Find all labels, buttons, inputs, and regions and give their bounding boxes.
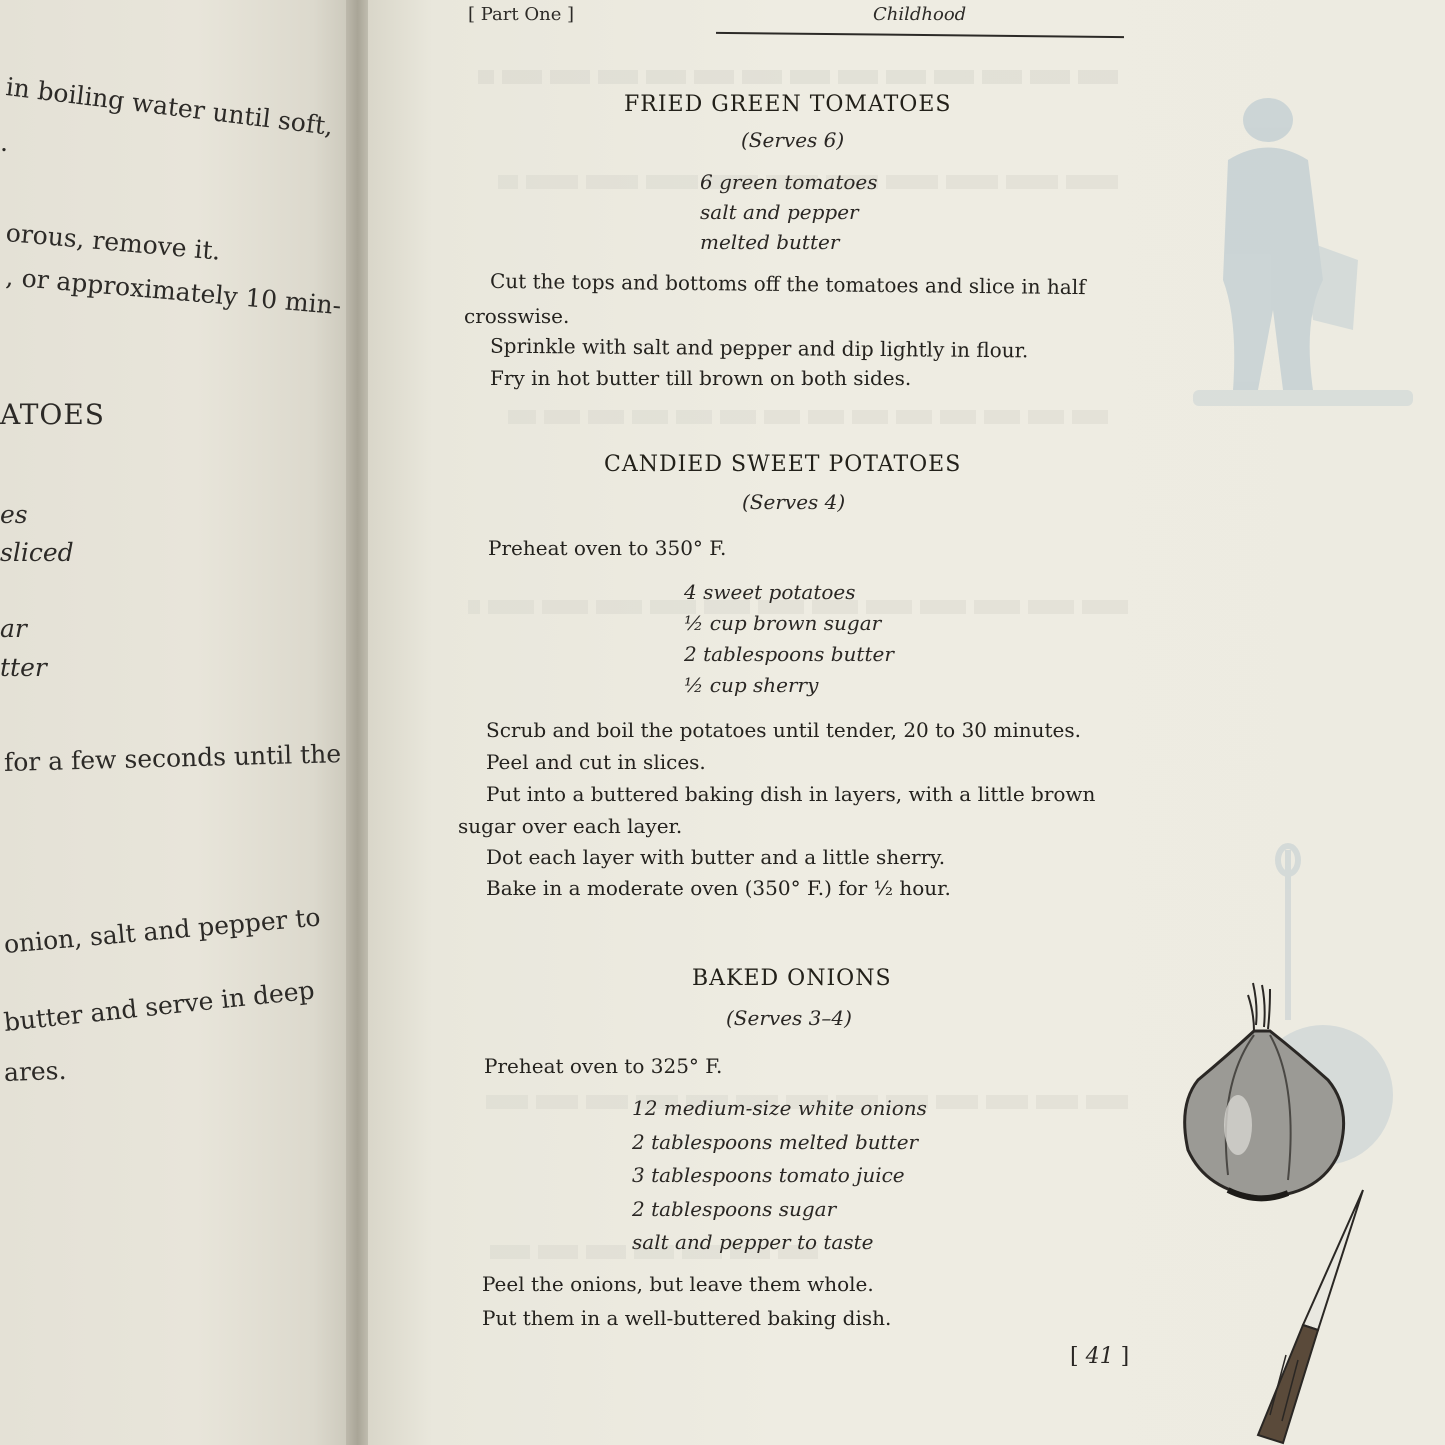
recipe-step: Put into a buttered baking dish in layers, with a little brown bbox=[486, 782, 1096, 806]
left-text-line: in boiling water until soft, bbox=[4, 72, 335, 142]
recipe-title: BAKED ONIONS bbox=[692, 966, 892, 991]
running-head-part: [ Part One ] bbox=[468, 4, 575, 25]
recipe-step: Dot each layer with butter and a little sherry. bbox=[486, 845, 946, 869]
running-head-chapter: Childhood bbox=[873, 4, 967, 25]
recipe-step: Peel the onions, but leave them whole. bbox=[482, 1272, 874, 1296]
onion-icon bbox=[1185, 983, 1344, 1198]
page-number bbox=[1070, 1344, 1129, 1369]
ingredient-line: 4 sweet potatoes bbox=[684, 580, 856, 604]
onion-and-knife-illustration bbox=[1158, 975, 1378, 1445]
ingredient-line: 2 tablespoons melted butter bbox=[632, 1130, 919, 1154]
knife-icon bbox=[1258, 1190, 1363, 1443]
ingredient-line: melted butter bbox=[700, 230, 840, 254]
left-text-line: sliced bbox=[0, 538, 74, 567]
recipe-title: FRIED GREEN TOMATOES bbox=[624, 92, 952, 117]
ingredient-line: ½ cup sherry bbox=[684, 673, 819, 697]
page-number-bracket: ] bbox=[1120, 1344, 1130, 1369]
ingredient-line: 3 tablespoons tomato juice bbox=[632, 1163, 905, 1187]
left-text-line: ares. bbox=[3, 1055, 67, 1087]
left-text-line: butter and serve in deep bbox=[2, 975, 316, 1037]
recipe-serves: (Serves 4) bbox=[742, 490, 846, 514]
recipe-step: Put them in a well-buttered baking dish. bbox=[482, 1306, 892, 1330]
recipe-step: Peel and cut in slices. bbox=[486, 750, 706, 774]
right-page bbox=[368, 0, 1445, 1445]
page-number-bracket: [ bbox=[1070, 1344, 1079, 1369]
recipe-step: crosswise. bbox=[464, 304, 570, 328]
recipe-preheat: Preheat oven to 350° F. bbox=[488, 536, 727, 560]
header-rule bbox=[716, 32, 1124, 38]
left-text-line: for a few seconds until the bbox=[3, 739, 342, 777]
ingredient-line: salt and pepper to taste bbox=[632, 1230, 874, 1254]
left-text-line: tter bbox=[0, 653, 47, 682]
left-text-line: , or approximately 10 min- bbox=[4, 262, 343, 321]
ghost-figure-illustration bbox=[1183, 90, 1423, 440]
ingredient-line: 2 tablespoons butter bbox=[684, 642, 894, 666]
left-text-line: onion, salt and pepper to bbox=[2, 902, 322, 959]
left-text-line: es bbox=[0, 500, 28, 529]
recipe-step: Scrub and boil the potatoes until tender, 20 to 30 minutes. bbox=[486, 718, 1081, 742]
bleed-through-text bbox=[478, 70, 1118, 84]
recipe-step: Sprinkle with salt and pepper and dip lightly in flour. bbox=[489, 333, 1029, 363]
ingredient-line: 6 green tomatoes bbox=[700, 170, 878, 194]
page-number-value: 41 bbox=[1085, 1344, 1114, 1369]
bleed-through-text bbox=[508, 410, 1108, 424]
recipe-preheat: Preheat oven to 325° F. bbox=[484, 1054, 723, 1078]
left-text-line: . bbox=[0, 128, 8, 157]
recipe-step: sugar over each layer. bbox=[458, 814, 683, 838]
left-page bbox=[0, 0, 356, 1445]
recipe-step: Bake in a moderate oven (350° F.) for ½ hour. bbox=[486, 876, 951, 900]
recipe-step: Cut the tops and bottoms off the tomatoes and slice in half bbox=[489, 268, 1086, 300]
ingredient-line: ½ cup brown sugar bbox=[684, 611, 882, 635]
ingredient-line: 12 medium-size white onions bbox=[632, 1096, 927, 1120]
left-heading: ATOES bbox=[0, 398, 105, 431]
recipe-serves: (Serves 3–4) bbox=[726, 1006, 852, 1030]
recipe-step: Fry in hot butter till brown on both sides. bbox=[490, 366, 912, 390]
left-text-line: ar bbox=[0, 614, 27, 643]
recipe-title: CANDIED SWEET POTATOES bbox=[604, 452, 962, 477]
ingredient-line: 2 tablespoons sugar bbox=[632, 1197, 837, 1221]
recipe-serves: (Serves 6) bbox=[741, 128, 845, 152]
ingredient-line: salt and pepper bbox=[700, 200, 859, 224]
left-text-line: orous, remove it. bbox=[4, 218, 222, 266]
